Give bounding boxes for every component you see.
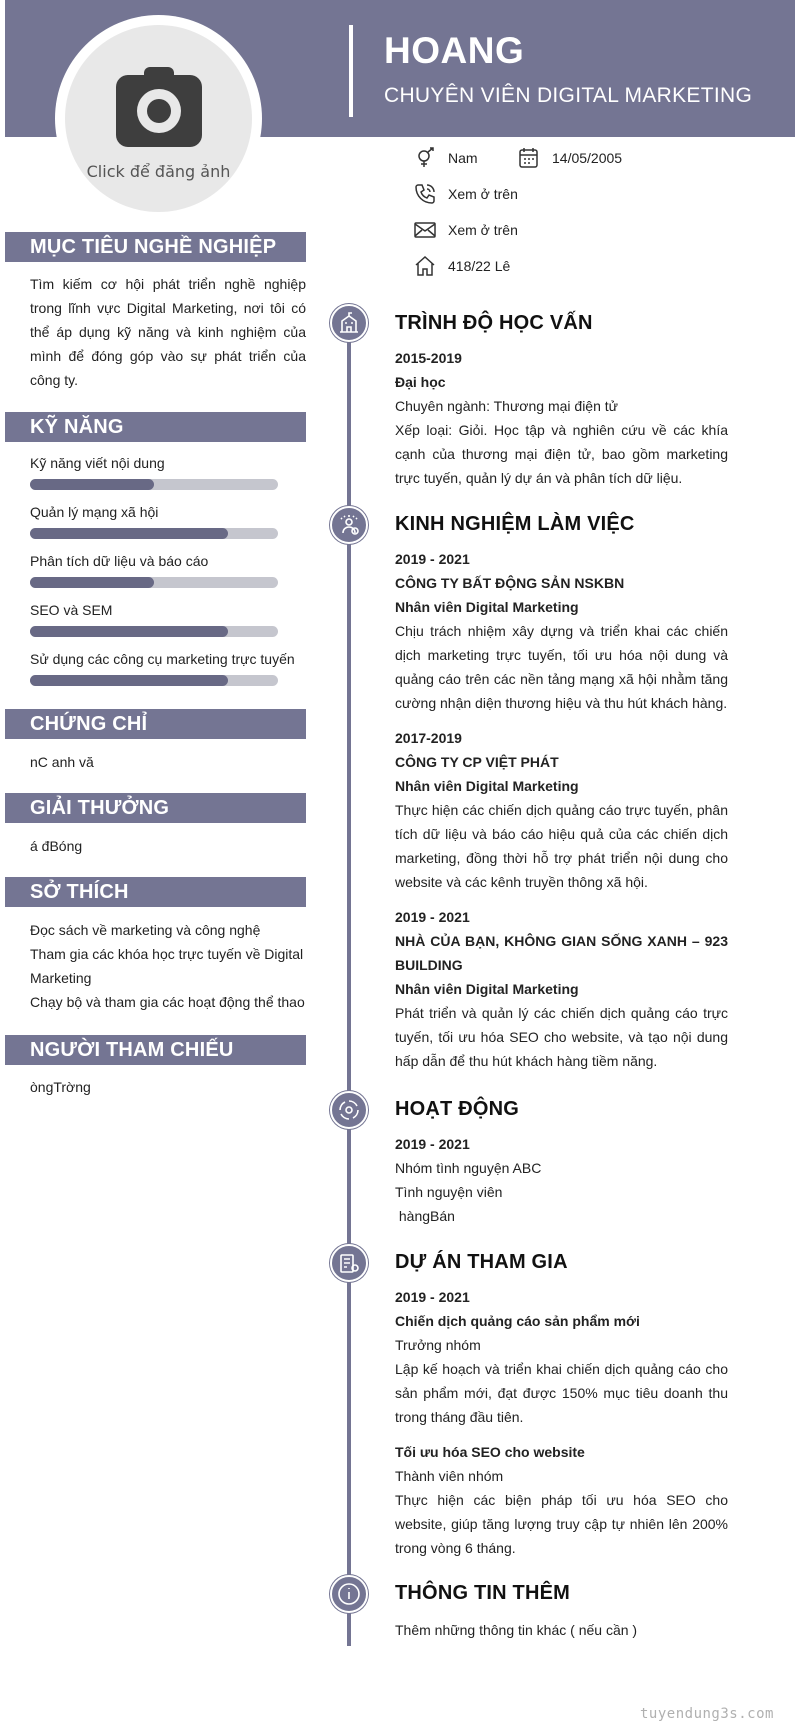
gender-icon [413,146,437,170]
project-icon [330,1244,368,1282]
candidate-name[interactable]: HOANG [384,30,525,71]
phone-icon [413,182,437,206]
project-role: Thành viên nhóm [395,1468,504,1484]
experience-period: 2019 - 2021 [395,909,470,925]
hobby-item: Tham gia các khóa học trực tuyến về Digital Marketing [30,946,304,986]
experience-position: Nhân viên Digital Marketing [395,599,579,615]
experience-position: Nhân viên Digital Marketing [395,778,579,794]
project-period: 2019 - 2021 [395,1289,470,1305]
experience-heading[interactable]: KINH NGHIỆM LÀM VIỆC [395,513,635,535]
project-entry[interactable] [395,1285,728,1429]
hobby-item: Đọc sách về marketing và công nghệ [30,922,261,938]
hobbies-heading[interactable]: SỞ THÍCH [5,877,306,907]
education-description: Xếp loại: Giỏi. Học tập và nghiên cứu về các khía cạnh của thương mại điện tử, bao gồm marketing trực tuyến, quản lý dự án và phân tích dữ liệu. [395,422,728,486]
header-divider [349,25,353,117]
education-period: 2015-2019 [395,350,462,366]
activity-cycle-icon [330,1091,368,1129]
experience-position: Nhân viên Digital Marketing [395,981,579,997]
contact-email[interactable] [413,218,518,242]
address-value: 418/22 Lê [448,258,511,274]
skill-bar[interactable] [30,577,278,588]
home-icon [413,254,437,278]
project-entry[interactable] [395,1440,728,1560]
education-entry[interactable] [395,346,728,490]
experience-company: CÔNG TY CP VIỆT PHÁT [395,754,559,770]
experience-entry[interactable] [395,547,728,715]
projects-heading[interactable]: DỰ ÁN THAM GIA [395,1251,568,1273]
additional-heading[interactable]: THÔNG TIN THÊM [395,1582,571,1604]
experience-entry[interactable] [395,905,728,1073]
project-name: Chiến dịch quảng cáo sản phẩm mới [395,1313,640,1329]
gender-value: Nam [448,150,478,166]
skill-bar[interactable] [30,479,278,490]
skill-label[interactable]: Kỹ năng viết nội dung [30,455,165,471]
skill-bar[interactable] [30,528,278,539]
skill-bar-fill [30,479,154,490]
skill-bar[interactable] [30,675,278,686]
experience-company: NHÀ CỦA BẠN, KHÔNG GIAN SỐNG XANH – 923 BUILDING [395,933,728,973]
experience-description: Phát triển và quản lý các chiến dịch quảng cáo trực tuyến, tối ưu hóa SEO cho website, và tạo nội dung hấp dẫn để thu hút khách hàng tiềm năng. [395,1005,728,1069]
certificates-text[interactable]: nC anh vă [30,754,94,770]
info-icon [330,1575,368,1613]
team-award-icon [330,506,368,544]
contact-address[interactable] [413,254,510,278]
activities-heading[interactable]: HOẠT ĐỘNG [395,1098,520,1120]
job-title[interactable]: CHUYÊN VIÊN DIGITAL MARKETING [384,84,753,107]
references-text[interactable]: òngTrờng [30,1079,91,1095]
skill-bar[interactable] [30,626,278,637]
objective-heading[interactable]: MỤC TIÊU NGHỀ NGHIỆP [5,232,306,262]
project-role: Trưởng nhóm [395,1337,481,1353]
experience-period: 2017-2019 [395,730,462,746]
contact-birthday[interactable] [517,146,622,170]
project-description: Thực hiện các biện pháp tối ưu hóa SEO cho website, giúp tăng lượng truy cập tự nhiên lên 200% trong vòng 6 tháng. [395,1492,728,1556]
camera-icon [116,67,202,147]
experience-entry[interactable] [395,726,728,894]
school-icon [330,304,368,342]
activity-role: Tình nguyện viên [395,1184,503,1200]
skill-label[interactable]: Quản lý mạng xã hội [30,504,159,520]
phone-value: Xem ở trên [448,186,518,202]
skill-label[interactable]: Sử dụng các công cụ marketing trực tuyến [30,651,295,667]
additional-text[interactable]: Thêm những thông tin khác ( nếu cần ) [395,1622,638,1638]
experience-company: CÔNG TY BẤT ĐỘNG SẢN NSKBN [395,575,625,591]
skills-heading[interactable]: KỸ NĂNG [5,412,306,442]
experience-period: 2019 - 2021 [395,551,470,567]
skill-bar-fill [30,675,228,686]
skill-bar-fill [30,528,228,539]
avatar-upload[interactable] [55,15,262,222]
skill-label[interactable]: SEO và SEM [30,602,113,618]
hobbies-list[interactable] [30,918,306,1014]
skill-label[interactable]: Phân tích dữ liệu và báo cáo [30,553,209,569]
project-description: Lập kế hoạch và triển khai chiến dịch quảng cáo cho sản phẩm mới, đạt được 150% mục tiêu doanh thu trong tháng đầu tiên. [395,1361,728,1425]
project-name: Tối ưu hóa SEO cho website [395,1444,585,1460]
education-heading[interactable]: TRÌNH ĐỘ HỌC VẤN [395,312,593,334]
skill-bar-fill [30,626,228,637]
mail-icon [413,218,437,242]
birthday-value: 14/05/2005 [552,150,623,166]
activity-organization: Nhóm tình nguyện ABC [395,1160,542,1176]
references-heading[interactable]: NGƯỜI THAM CHIẾU [5,1035,306,1065]
avatar-placeholder [65,25,252,212]
hobby-item: Chạy bộ và tham gia các hoạt động thể thao [30,994,305,1010]
activity-description: hàngBán [395,1208,455,1224]
certificates-heading[interactable]: CHỨNG CHỈ [5,709,306,739]
contact-phone[interactable] [413,182,518,206]
awards-heading[interactable]: GIẢI THƯỞNG [5,793,306,823]
email-value: Xem ở trên [448,222,518,238]
education-school: Đại học [395,374,446,390]
experience-description: Chịu trách nhiệm xây dựng và triển khai các chiến dịch marketing trực tuyến, tối ưu hóa nội dung và quảng cáo trên các nền tảng mạng xã hội nhằm tăng cường nhận diện thương hiệu và thu hút khách hàng. [395,623,728,711]
avatar-caption: Click để đăng ảnh [86,162,231,181]
objective-text[interactable]: Tìm kiếm cơ hội phát triển nghề nghiệp trong lĩnh vực Digital Marketing, nơi tôi có thể áp dụng kỹ năng và kinh nghiệm của mình để đóng góp vào sự phát triển của công ty. [30,276,306,388]
awards-text[interactable]: á đBóng [30,838,83,854]
contact-gender[interactable] [413,146,478,170]
activity-period: 2019 - 2021 [395,1136,470,1152]
skill-bar-fill [30,577,154,588]
experience-description: Thực hiện các chiến dịch quảng cáo trực tuyến, phân tích dữ liệu và báo cáo hiệu quả của các chiến dịch marketing, đồng thời hỗ trợ phát triển nội dung cho website và các kênh truyền thông xã hội. [395,802,728,890]
watermark: tuyendung3s.com [640,1706,774,1722]
activity-entry[interactable] [395,1132,728,1228]
calendar-icon [517,146,541,170]
education-major: Chuyên ngành: Thương mại điện tử [395,398,619,414]
